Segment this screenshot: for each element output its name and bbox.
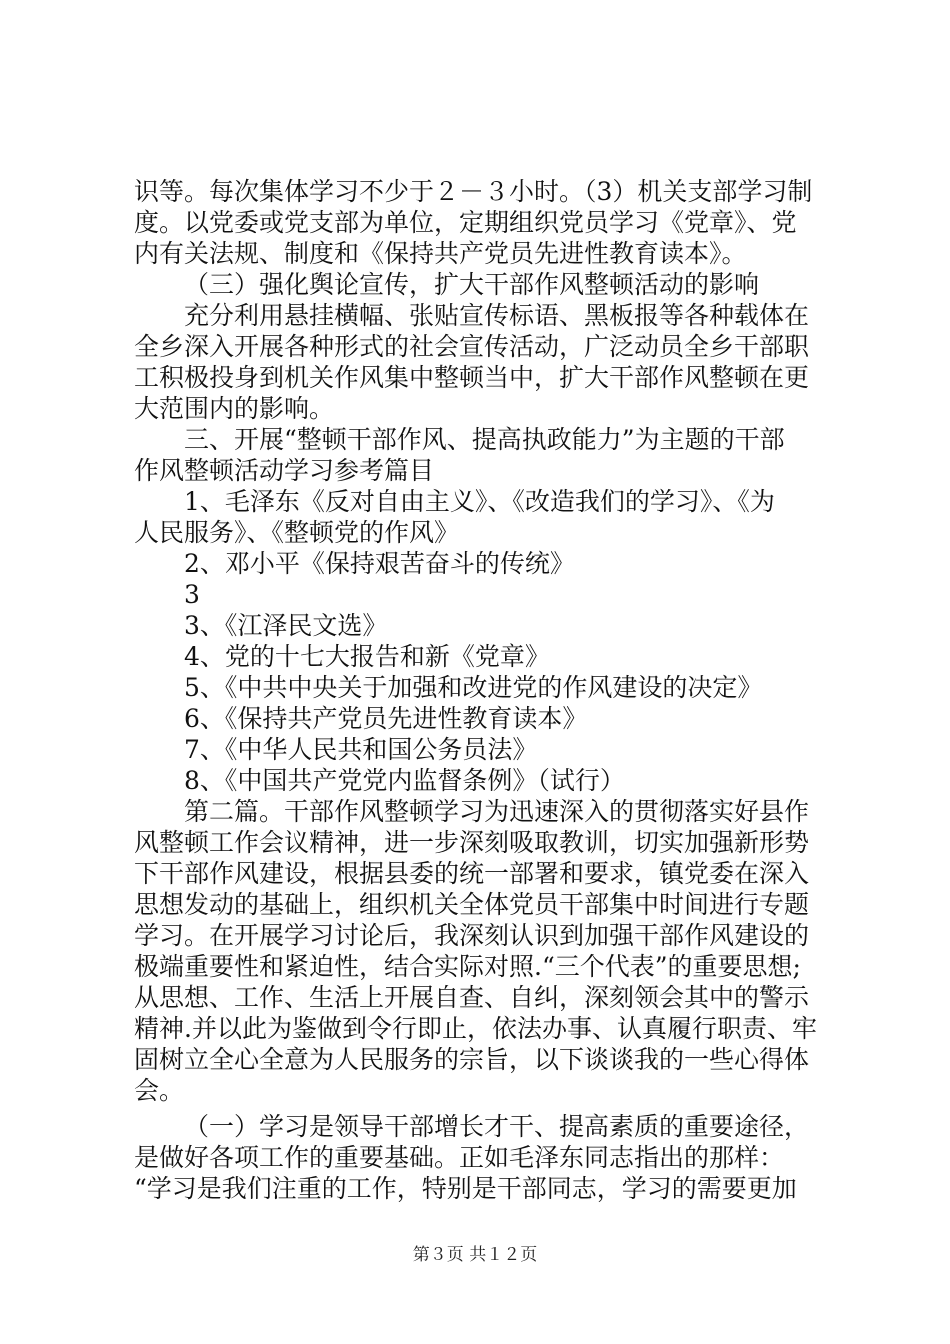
- text-line: 是做好各项工作的重要基础。正如毛泽东同志指出的那样：: [134, 1143, 785, 1172]
- text-line: 下干部作风建设，根据县委的统一部署和要求，镇党委在深入: [134, 859, 810, 888]
- text-line: 充分利用悬挂横幅、张贴宣传标语、黑板报等各种载体在: [184, 301, 810, 330]
- list-item: 2、邓小平《保持艰苦奋斗的传统》: [184, 549, 575, 578]
- list-item: 7、《中华人民共和国公务员法》: [184, 735, 538, 764]
- text-line: “学习是我们注重的工作，特别是干部同志，学习的需要更加: [134, 1174, 797, 1203]
- text-line: 从思想、工作、生活上开展自查、自纠，深刻领会其中的警示: [134, 983, 810, 1012]
- list-item: 6、《保持共产党员先进性教育读本》: [184, 704, 588, 733]
- text-line: 极端重要性和紧迫性，结合实际对照.“三个代表”的重要思想;: [134, 952, 801, 981]
- text-line: 精神.并以此为鉴做到令行即止，依法办事、认真履行职责、牢: [134, 1014, 817, 1043]
- section-heading: （三）强化舆论宣传，扩大干部作风整顿活动的影响: [184, 270, 760, 299]
- text-line: 学习。在开展学习讨论后，我深刻认识到加强干部作风建设的: [134, 921, 810, 950]
- list-item: 1、毛泽东《反对自由主义》、《改造我们的学习》、《为: [184, 487, 775, 516]
- list-item: 8、《中国共产党党内监督条例》（试行）: [184, 766, 625, 795]
- page-footer: 第３页 共１２页: [412, 1245, 538, 1265]
- text-line: 3: [184, 580, 200, 609]
- text-line: 第二篇。干部作风整顿学习为迅速深入的贯彻落实好县作: [184, 797, 810, 826]
- list-item: 4、党的十七大报告和新《党章》: [184, 642, 550, 671]
- text-line: 度。以党委或党支部为单位，定期组织党员学习《党章》、党: [134, 208, 797, 237]
- text-line: 作风整顿活动学习参考篇目: [134, 456, 435, 485]
- document-body: [134, 176, 834, 1204]
- text-line: 内有关法规、制度和《保持共产党员先进性教育读本》。: [134, 239, 747, 268]
- text-line: 全乡深入开展各种形式的社会宣传活动，广泛动员全乡干部职: [134, 332, 810, 361]
- text-line: 大范围内的影响。: [134, 394, 335, 423]
- list-item: 3、《江泽民文选》: [184, 611, 388, 640]
- list-item: 5、《中共中央关于加强和改进党的作风建设的决定》: [184, 673, 763, 702]
- list-item-continuation: 人民服务》、《整顿党的作风》: [134, 518, 460, 547]
- text-line: 固树立全心全意为人民服务的宗旨，以下谈谈我的一些心得体: [134, 1045, 810, 1074]
- text-line: 会。: [134, 1076, 185, 1105]
- text-line: 工积极投身到机关作风集中整顿当中，扩大干部作风整顿在更: [134, 363, 810, 392]
- text-line: 风整顿工作会议精神，进一步深刻吸取教训，切实加强新形势: [134, 828, 810, 857]
- text-line: 识等。每次集体学习不少于２－３小时。（3）机关支部学习制: [134, 177, 813, 206]
- section-heading: 三、开展“整顿干部作风、提高执政能力”为主题的干部: [184, 425, 785, 454]
- text-line: （一）学习是领导干部增长才干、提高素质的重要途径，: [184, 1112, 810, 1141]
- text-line: 思想发动的基础上，组织机关全体党员干部集中时间进行专题: [134, 890, 810, 919]
